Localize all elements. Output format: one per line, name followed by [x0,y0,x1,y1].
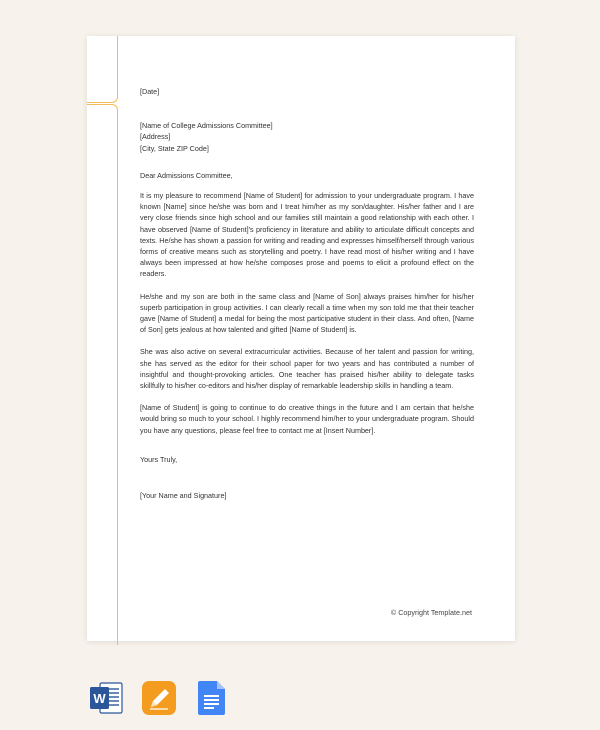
recipient-name: [Name of College Admissions Committee] [140,121,273,131]
letter-signature: [Your Name and Signature] [140,491,227,501]
letter-paragraph: She was also active on several extracurricular activities. Because of her talent and passion for writing, she has served as the editor for their school paper for two years and has contributed a number of insightful and thought-provoking articles. One teacher has praised his/her ability to delegate tasks skillfully to his/her co-editors and his/her display of remarkable leadership skills in handling a team. [140,347,474,391]
recipient-city-state-zip: [City, State ZIP Code] [140,143,209,153]
word-letter: W [93,691,106,706]
letter-closing: Yours Truly, [140,454,178,464]
accent-margin-line-top [87,36,118,103]
apple-pages-icon[interactable] [142,680,176,721]
letter-paragraph: It is my pleasure to recommend [Name of Student] for admission to your undergraduate program. I have known [Name] since he/she was born and I treat him/her as my son/daughter. His/her father and I are very close friends since high school and our families still maintain a good relationship with each other. I have observed [Name of Student]'s proficiency in literature and ability to articulate difficult concepts and texts. He/she has shown a passion for writing and reading and expresses himself/herself through various forms of creative means such as storytelling and poetry. I have read most of his/her writing and I have always been impressed at how he/she composes prose and poems to elicit a profound effect on the readers. [140,191,474,279]
letter-body [140,86,474,501]
letter-paragraph: [Name of Student] is going to continue to do creative things in the future and I am certain that he/she would bring so much to your school. I highly recommend him/her to your undergraduate program. Should you have any questions, please feel free to contact me at [Insert Number]. [140,403,474,435]
copyright-notice: © Copyright Template.net [390,608,472,617]
recipient-address: [Address] [140,132,171,142]
microsoft-word-icon[interactable] [90,680,124,721]
letter-greeting: Dear Admissions Committee, [140,170,233,180]
google-docs-icon[interactable] [198,680,226,721]
document-page [87,36,515,641]
letter-date: [Date] [140,87,160,96]
letter-paragraph: He/she and my son are both in the same class and [Name of Son] always praises him/her for his/her superb participation in group activities. I can clearly recall a time when my son told me that their teacher gave [Name of Student] a medal for being the most participative student in their class. And often, [Name of Son] gets jealous at how talented and gifted [Name of Student] is. [140,291,474,335]
accent-margin-line [87,104,118,645]
